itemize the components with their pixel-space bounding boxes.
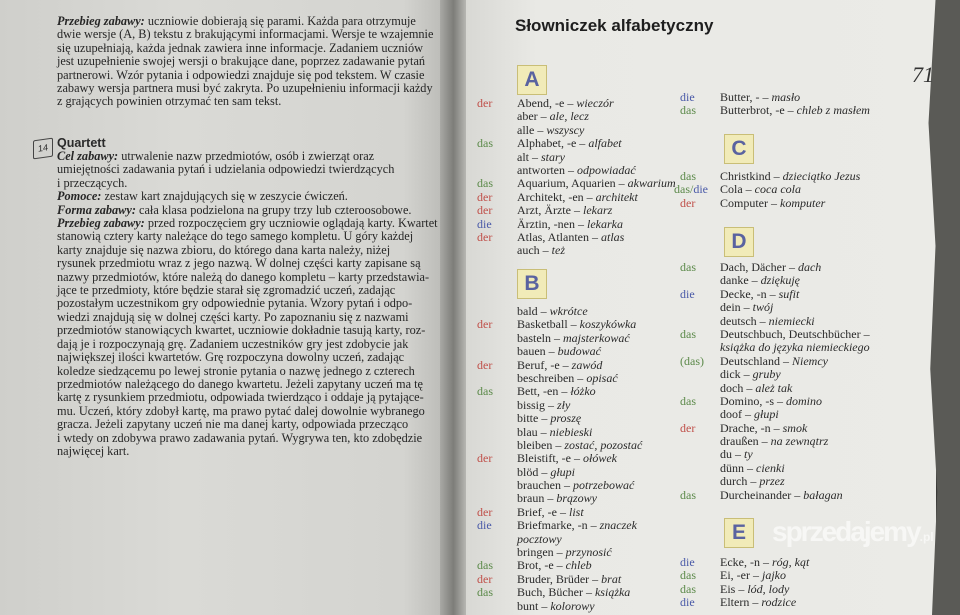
entry-text (517, 426, 592, 439)
left-page (0, 0, 448, 615)
polish-translation: chleb (565, 558, 592, 573)
entry-text (720, 556, 809, 569)
article-label: das (477, 176, 493, 191)
entry-text (720, 395, 822, 408)
entry-text (720, 435, 828, 448)
german-word: Christkind – (720, 169, 783, 183)
entry-text (517, 492, 597, 505)
text-line (57, 257, 438, 270)
text-line (57, 432, 438, 445)
german-word: Bleistift, -e – (517, 451, 583, 466)
german-word: Butter, - – (720, 90, 772, 104)
german-word: Brief, -e – (517, 504, 569, 519)
text-line (57, 204, 438, 217)
entry-text (720, 261, 821, 274)
german-word: danke – (720, 273, 761, 288)
text-line (57, 163, 438, 176)
entry-text (720, 288, 799, 301)
page-number: 71 (912, 62, 934, 87)
german-word: Arzt, Ärzte – (517, 203, 583, 218)
german-word: Briefmarke, -n – (517, 518, 600, 533)
entry-text (517, 559, 592, 572)
entry-text (517, 137, 622, 150)
entry-text (517, 110, 589, 123)
german-word: Durcheinander – (720, 487, 804, 502)
entry-text (517, 546, 612, 559)
german-word: bleiben – (517, 437, 565, 452)
line-text: jące te przedmioty, które będzie starał się zgromadzić uczeń, zadając (57, 283, 396, 298)
line-text: rysunek przedmiotu wraz z jego nazwą. W dolnej części karty zapisane są (57, 256, 421, 271)
article-label: die (680, 286, 695, 301)
article-label: das (680, 326, 696, 341)
entry-text (517, 600, 595, 613)
article-label: der (477, 357, 493, 372)
german-word: alle – (517, 122, 547, 137)
article-label: die (680, 90, 695, 104)
polish-translation: ależ tak (755, 380, 793, 395)
entry-text (720, 462, 785, 475)
german-word: Beruf, -e – (517, 357, 572, 372)
polish-translation: Niemcy (791, 353, 828, 368)
polish-translation: wkrótce (549, 304, 588, 318)
entry-text (517, 372, 618, 385)
polish-translation: odpowiadać (576, 162, 636, 177)
article-label: die (477, 216, 492, 231)
german-word: bauen – (517, 344, 558, 359)
article-label: der (477, 203, 493, 218)
german-word: basteln – (517, 330, 563, 345)
article-label: das (477, 136, 493, 151)
german-word: Butterbrot, -e – (720, 103, 797, 118)
entry-text (517, 573, 621, 586)
letter-heading-c: C (724, 134, 754, 164)
entry-text (720, 382, 792, 395)
polish-translation: masło (771, 90, 801, 104)
article-label: der (680, 195, 696, 210)
text-line (57, 365, 438, 378)
entry-text (517, 218, 623, 231)
entry-text (517, 124, 584, 137)
text-line (57, 190, 438, 203)
german-word: Ecke, -n – (720, 555, 772, 569)
polish-translation: akwarium (627, 176, 676, 191)
polish-translation: gruby (752, 367, 781, 382)
article-label: (das) (680, 353, 704, 368)
polish-translation: przez (759, 474, 785, 489)
section-label: Przebieg zabawy: (57, 216, 145, 231)
german-word: brauchen – (517, 478, 573, 493)
entry-text (517, 191, 638, 204)
german-word: blau – (517, 424, 550, 439)
entry-text (517, 506, 584, 519)
article-label: das (680, 260, 696, 274)
text-line (57, 391, 438, 404)
german-word: Ei, -er – (720, 568, 762, 583)
german-word: doch – (720, 380, 756, 395)
german-word: dein – (720, 300, 753, 315)
text-line (57, 217, 438, 230)
german-word: Dach, Dächer – (720, 260, 798, 274)
german-word: Decke, -n – (720, 286, 779, 301)
german-word: Ärztin, -nen – (517, 216, 587, 231)
german-word: Alphabet, -e – (517, 136, 589, 151)
line-text: kartę z rysunkiem przedmiotu, odpowiada twierdząco i oddaje ją pytające- (57, 390, 424, 405)
german-word: Abend, -e – (517, 96, 577, 110)
polish-translation: głupi (754, 407, 779, 422)
article-label: das (680, 393, 696, 408)
text-line (57, 297, 438, 310)
polish-translation: lód, lody (747, 581, 790, 596)
entry-text (517, 164, 636, 177)
entry-text (720, 170, 860, 183)
entry-text (517, 359, 602, 372)
article-label: der (477, 229, 493, 244)
article-die: die (693, 182, 709, 197)
article-label: die (680, 595, 695, 610)
polish-translation: znaczek (599, 518, 637, 533)
polish-translation: zawód (571, 357, 603, 372)
polish-translation: wieczór (576, 96, 614, 110)
entry-text (720, 368, 781, 381)
section-label: Forma zabawy: (57, 202, 136, 217)
german-word: Deutschland – (720, 353, 792, 368)
entry-text (517, 244, 565, 257)
polish-translation: róg, kąt (771, 555, 810, 569)
german-word: draußen – (720, 434, 771, 449)
line-text: wiedzi znajdują się w dolnej części karty. Po zapoznaniu się z nazwami (57, 309, 409, 324)
german-word: dünn – (720, 460, 756, 475)
german-word: beschreiben – (517, 370, 587, 385)
text-line (57, 271, 438, 284)
article-label: der (477, 189, 493, 204)
article-label: der (477, 96, 493, 110)
entry-text (720, 569, 786, 582)
german-word: Cola – (720, 182, 755, 197)
game-title: Quartett (57, 136, 106, 150)
line-text: jest uzupełnienie swojej wersji o brakujące dane, poprzez zadawanie pytań (57, 54, 426, 69)
polish-translation: wszyscy (546, 122, 585, 137)
line-text: dają je i rozpoczynają grę. Zadaniem uczestników gry jest zdobycie jak (57, 336, 409, 351)
text-line (57, 405, 438, 418)
polish-translation: atlas (601, 229, 625, 244)
polish-translation: rodzice (761, 595, 797, 610)
article-label: das (477, 585, 493, 600)
polish-translation: pocztowy (517, 531, 562, 546)
line-text: z grających powinien otrzymać ten sam tekst. (57, 94, 282, 109)
entry-text (517, 399, 570, 412)
line-text: uczniowie dobierają się parami. Każda para otrzymuje (144, 14, 416, 28)
entry-text (720, 596, 796, 609)
entry-text (517, 151, 565, 164)
text-line (57, 150, 438, 163)
german-word: Atlas, Atlanten – (517, 229, 601, 244)
german-word: Eis – (720, 581, 748, 596)
entry-text (517, 412, 581, 425)
entry-text (517, 519, 637, 532)
line-text: cała klasa podzielona na grupy trzy lub czteroosobowe. (135, 202, 412, 217)
text-line (57, 230, 438, 243)
german-word: Computer – (720, 195, 780, 210)
entry-text (720, 355, 828, 368)
line-text: mu. Uczeń, który zdobył kartę, ma prawo pytać dalej dowolnie wybranego (57, 403, 425, 418)
german-word: Domino, -s – (720, 393, 786, 408)
entry-text (517, 586, 630, 599)
entry-text (517, 97, 614, 110)
line-text: gracza. Jeżeli zapytany uczeń nie ma danej karty, odpowiada przecząco (57, 417, 409, 432)
polish-translation: jajko (761, 568, 786, 583)
text-line (57, 95, 433, 108)
text-line (57, 418, 438, 431)
entry-text (720, 274, 800, 287)
text-line (57, 338, 438, 351)
polish-translation: brązowy (556, 491, 597, 506)
polish-translation: kolorowy (550, 598, 595, 613)
entry-text (720, 448, 753, 461)
polish-translation: przynosić (565, 545, 612, 560)
article-label: der (680, 420, 696, 435)
line-text: umiejętności zadawania pytań i udzielania odpowiedzi twierdzących (57, 162, 395, 177)
letter-heading-d: D (724, 227, 754, 257)
german-word: durch – (720, 474, 760, 489)
entry-text (720, 183, 801, 196)
german-word: deutsch – (720, 313, 769, 328)
polish-translation: lekarz (582, 203, 613, 218)
text-line (57, 82, 433, 95)
polish-translation: potrzebować (572, 478, 635, 493)
text-line (57, 351, 438, 364)
german-word: Architekt, -en – (517, 189, 596, 204)
watermark (772, 516, 934, 553)
section-label: Pomoce: (57, 189, 102, 204)
german-word: dick – (720, 367, 753, 382)
polish-translation: coca cola (754, 182, 801, 197)
letter-heading-b: B (517, 269, 547, 299)
polish-translation: na zewnątrz (770, 434, 829, 449)
german-word: Bett, -en – (517, 384, 571, 399)
line-text: się uzupełniają, każda jednak zawiera inne informacje. Zadaniem uczniów (57, 40, 424, 55)
entry-text (720, 408, 779, 421)
text-line (57, 445, 438, 458)
line-text: przed rozpoczęciem gry uczniowie oglądają karty. Kwartet (144, 216, 438, 231)
polish-translation: ale, lecz (549, 109, 589, 124)
article-das: das/ (674, 182, 694, 197)
entry-text (517, 204, 612, 217)
polish-translation: lekarka (586, 216, 623, 231)
polish-translation: sufit (778, 286, 800, 301)
entry-text (720, 489, 843, 502)
entry-text (517, 452, 617, 465)
article-label: das (680, 103, 696, 118)
line-text: pozostałym uczestnikom gry odpowiednie pytania. Wzory pytań i odpo- (57, 296, 413, 311)
polish-translation: też (551, 243, 565, 258)
text-line (57, 28, 433, 41)
polish-translation: komputer (780, 195, 826, 210)
paragraph-przebieg (57, 15, 433, 109)
entry-text (720, 475, 785, 488)
german-word: bringen – (517, 545, 566, 560)
section-label: Cel zabawy: (57, 149, 119, 163)
german-word: du – (720, 447, 744, 462)
text-line (57, 378, 438, 391)
line-text: największej ilości kwartetów. Grę rozpoczyna dowolny uczeń, zadając (57, 350, 405, 365)
entry-text (517, 439, 642, 452)
line-text: zestaw kart znajdujących się w zeszycie ćwiczeń. (101, 189, 348, 204)
entry-text (720, 91, 800, 104)
line-text: partnerowi. Wzór pytania i odpowiedzi znajduje się pod tekstem. W czasie (57, 67, 425, 82)
entry-text (720, 301, 773, 314)
paragraph-quartett (57, 150, 438, 458)
entry-text (517, 332, 630, 345)
german-word: auch – (517, 243, 552, 258)
entry-text (517, 177, 676, 190)
letter-heading-a: A (517, 65, 547, 95)
entry-text (517, 385, 596, 398)
article-label: die (680, 555, 695, 569)
polish-translation: ołówek (583, 451, 617, 466)
dice-icon (33, 138, 53, 160)
section-label: Przebieg zabawy: (57, 14, 145, 28)
polish-translation: bałagan (803, 487, 843, 502)
polish-translation: majsterkować (563, 330, 630, 345)
text-line (57, 284, 438, 297)
text-line (57, 15, 433, 28)
entry-text (720, 315, 815, 328)
article-label: das (680, 169, 696, 183)
line-text: nazwy przedmiotów, które należą do danego kompletu – karty przedstawia- (57, 269, 430, 284)
article-label: die (477, 518, 492, 533)
polish-translation: architekt (595, 189, 638, 204)
polish-translation: książka do języka niemieckiego (720, 340, 870, 355)
entry-text (517, 231, 624, 244)
watermark-suffix: .pl (919, 530, 934, 544)
german-word: alt – (517, 149, 541, 164)
polish-translation: koszykówka (579, 317, 637, 332)
text-line (57, 69, 433, 82)
line-text: dwie wersje (A, B) tekstu z brakującymi informacjami. Wersje te wzajemnie (57, 27, 434, 42)
polish-translation: dziękuję (760, 273, 800, 288)
line-text: przedmiotów stanowiących kwartet, uczniowie dokładnie tasują karty, roz- (57, 323, 426, 338)
german-word: Brot, -e – (517, 558, 566, 573)
line-text: najwięcej kart. (57, 443, 130, 458)
german-word: Drache, -n – (720, 420, 783, 435)
polish-translation: dach (797, 260, 822, 274)
german-word: blöd – (517, 464, 551, 479)
text-line (57, 177, 438, 190)
german-word: Bruder, Brüder – (517, 571, 602, 586)
article-label: das (680, 568, 696, 583)
german-word: Buch, Bücher – (517, 585, 595, 600)
polish-translation: ty (744, 447, 753, 462)
entry-text (517, 466, 575, 479)
german-word: doof – (720, 407, 754, 422)
entry-text (517, 305, 588, 318)
polish-translation: niemiecki (768, 313, 815, 328)
german-word: braun – (517, 491, 557, 506)
german-word: Basketball – (517, 317, 580, 332)
article-label: der (477, 504, 493, 519)
polish-translation: stary (541, 149, 565, 164)
entry-text (720, 328, 870, 341)
polish-translation: brat (601, 571, 622, 586)
entry-text (720, 422, 807, 435)
entry-text (720, 583, 789, 596)
german-word: Deutschbuch, Deutschbücher – (720, 326, 870, 341)
polish-translation: niebieski (549, 424, 593, 439)
article-label (674, 183, 708, 196)
polish-translation: książka (594, 585, 631, 600)
article-label: das (680, 487, 696, 502)
polish-translation: cienki (756, 460, 785, 475)
german-word: Eltern – (720, 595, 762, 610)
entry-text (517, 533, 562, 546)
polish-translation: twój (752, 300, 774, 315)
german-word: antworten – (517, 162, 577, 177)
letter-heading-e: E (724, 518, 754, 548)
polish-translation: zły (557, 397, 571, 412)
text-line (57, 55, 433, 68)
entry-text (517, 318, 636, 331)
german-word: aber – (517, 109, 550, 124)
polish-translation: zostać, pozostać (564, 437, 643, 452)
entry-text (720, 341, 870, 354)
german-word: bald – (517, 304, 550, 318)
entry-text (517, 479, 634, 492)
text-line (57, 42, 433, 55)
article-label: das (477, 384, 493, 399)
polish-translation: głupi (550, 464, 576, 479)
line-text: i wtedy on zdobywa prawo zadawania pytań. Wygrywa ten, kto zdobędzie (57, 430, 423, 445)
article-label: der (477, 317, 493, 332)
text-line (57, 311, 438, 324)
line-text: stanowią cztery karty należące do tego samego kompletu. U góry każdej (57, 229, 414, 244)
line-text: i przeczących. (57, 175, 128, 190)
line-text: utrwalenie nazw przedmiotów, osób i zwierząt oraz (118, 149, 375, 163)
german-word: bitte – (517, 411, 551, 426)
polish-translation: opisać (586, 370, 618, 385)
line-text: koledze siedzącemu po lewej stronie pytania o nazwę jednego z czterech (57, 363, 415, 378)
polish-translation: proszę (550, 411, 582, 426)
german-word: bissig – (517, 397, 558, 412)
german-word: Aquarium, Aquarien – (517, 176, 628, 191)
game-number: 14 (37, 142, 48, 154)
line-text: zabawy wersja partnera musi być zakryta. Po uzupełnieniu informacji każdy (57, 81, 433, 96)
polish-translation: budować (557, 344, 601, 359)
text-line (57, 324, 438, 337)
polish-translation: domino (786, 393, 822, 408)
polish-translation: alfabet (588, 136, 622, 151)
polish-translation: łóżko (570, 384, 596, 399)
entry-text (720, 197, 825, 210)
line-text: przedmiotów należącego do danego kwartetu. Jeżeli zapytany uczeń ma tę (57, 376, 424, 391)
entry-text (517, 345, 601, 358)
polish-translation: dzieciątko Jezus (782, 169, 861, 183)
polish-translation: chleb z masłem (796, 103, 870, 118)
german-word: bunt – (517, 598, 551, 613)
entry-text (720, 104, 870, 117)
line-text: karty znajduje się nazwa zbioru, do którego dana karta należy, niżej (57, 242, 391, 257)
article-label: das (477, 558, 493, 573)
text-line (57, 244, 438, 257)
polish-translation: list (568, 504, 584, 519)
page-title: Słowniczek alfabetyczny (515, 16, 714, 35)
article-label: das (680, 581, 696, 596)
article-label: der (477, 451, 493, 466)
polish-translation: smok (782, 420, 808, 435)
watermark-text: sprzedajemy (772, 516, 920, 547)
article-label: der (477, 571, 493, 586)
